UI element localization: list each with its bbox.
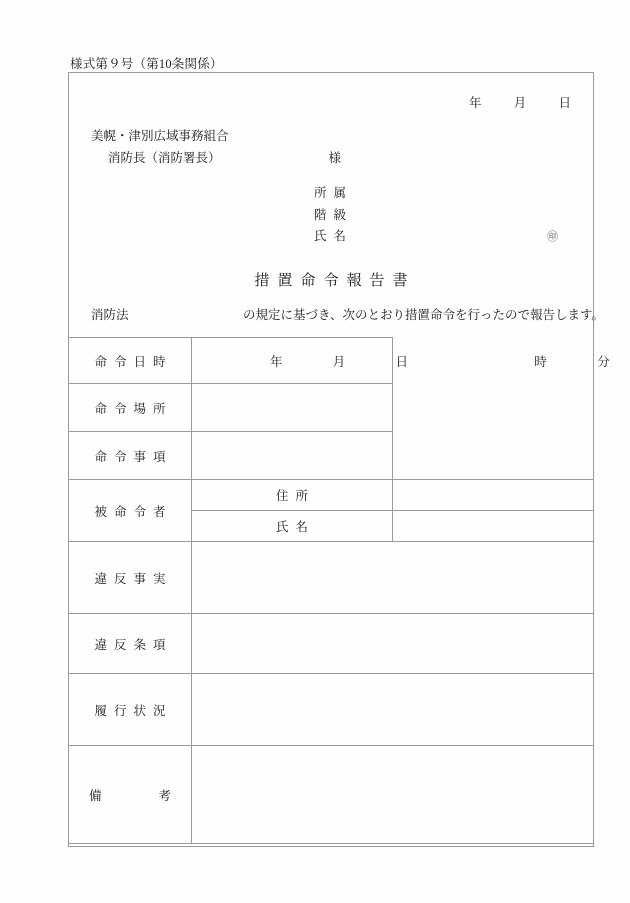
row-value-violation-fact[interactable]: [192, 542, 594, 614]
seal-icon: ㊞: [547, 231, 558, 243]
row-label-violation-article: 違反条項: [69, 614, 192, 674]
date-day-label: 日: [558, 96, 571, 110]
reporter-affiliation-row: [314, 183, 353, 205]
row-value-order-datetime[interactable]: [192, 338, 610, 384]
table-row: [69, 384, 594, 432]
reporter-block: [314, 183, 558, 248]
reporter-rank-row: [314, 205, 353, 227]
table-row: [69, 746, 594, 844]
row-label-compliance-status: 履行状況: [69, 674, 192, 746]
statement-law-label: 消防法: [91, 308, 129, 322]
order-minute-label: 分: [597, 354, 610, 369]
reporter-name-label: 氏名: [314, 229, 354, 243]
addressee-chief-line: [91, 147, 341, 169]
row-label-ordered-name: 氏名: [192, 511, 393, 542]
reporter-rank-label: 階級: [314, 207, 354, 222]
table-row: [69, 338, 594, 384]
date-month-label: 月: [513, 96, 527, 110]
table-row: [69, 674, 594, 746]
form-outer-frame: [68, 72, 610, 847]
statement-body: の規定に基づき、次のとおり措置命令を行ったので報告します。: [243, 308, 605, 322]
date-line: [469, 93, 571, 111]
row-value-order-place[interactable]: [192, 384, 393, 432]
row-label-ordered-address: 住所: [192, 480, 393, 511]
row-label-violation-fact: 違反事実: [69, 542, 192, 614]
addressee-organization: 美幌・津別広域事務組合: [91, 129, 229, 143]
page-title: 措置命令報告書: [254, 273, 416, 289]
order-year-label: 年: [270, 354, 283, 369]
remarks-label-left: 備: [89, 788, 102, 803]
row-value-compliance-status[interactable]: [192, 674, 594, 746]
preamble-section: [69, 73, 605, 337]
row-label-order-place: 命令場所: [69, 384, 192, 432]
statement-line: [91, 305, 605, 323]
remarks-label-right: 考: [158, 788, 171, 803]
date-year-label: 年: [468, 96, 482, 110]
row-label-ordered-person: 被命令者: [69, 480, 192, 542]
table-row: [69, 542, 594, 614]
row-value-remarks[interactable]: [192, 746, 594, 844]
row-value-ordered-name[interactable]: [393, 511, 594, 542]
row-value-ordered-address[interactable]: [393, 480, 594, 511]
addressee-block: [91, 125, 341, 169]
addressee-honorific: 様: [328, 151, 342, 165]
row-label-remarks: [69, 746, 192, 844]
table-row: [69, 480, 594, 511]
reporter-affiliation-label: 所属: [314, 186, 354, 200]
report-table: [68, 337, 610, 844]
table-row: [69, 614, 594, 674]
row-value-order-items[interactable]: [192, 432, 393, 480]
reporter-name-row: [314, 226, 558, 248]
table-row: [69, 432, 594, 480]
order-hour-label: 時: [534, 354, 547, 369]
row-value-violation-article[interactable]: [192, 614, 594, 674]
addressee-chief-title: 消防長（消防署長）: [108, 151, 221, 165]
form-number-label: 様式第９号（第10条関係）: [70, 57, 223, 71]
order-day-label: 日: [395, 354, 409, 369]
row-label-order-items: 命令事項: [69, 432, 192, 480]
row-label-order-datetime: 命令日時: [69, 338, 192, 384]
order-month-label: 月: [332, 354, 346, 369]
